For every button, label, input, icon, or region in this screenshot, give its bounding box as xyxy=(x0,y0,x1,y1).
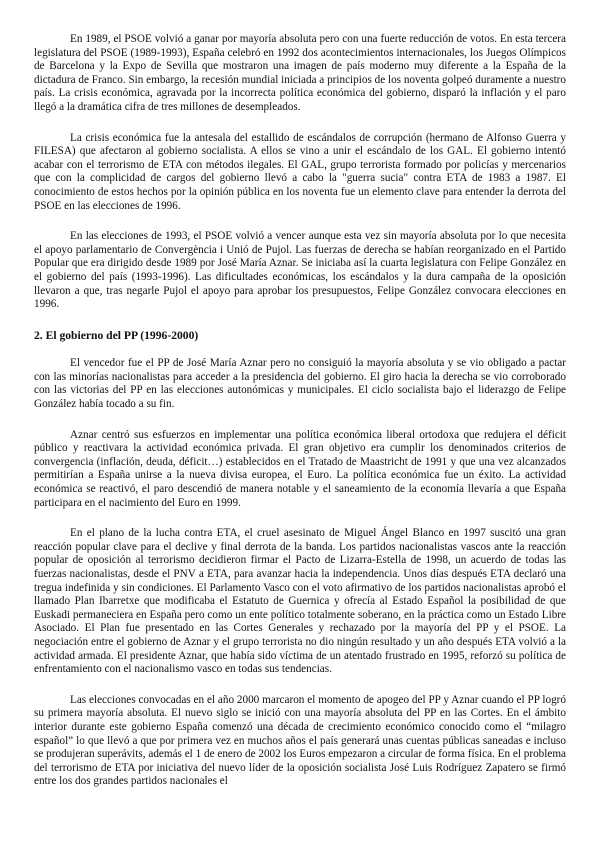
paragraph-eta-struggle: En el plano de la lucha contra ETA, el cruel asesinato de Miguel Ángel Blanco en 1997 suscitó una gran reacción popular clave para el declive y final derrota de la banda. Los partidos nacionalistas vascos ante la reacción popular de oposición al terrorismo decidieron firmar el Pacto de Lizarra-Estella de 1998, un acuerdo de todas las fuerzas nacionalistas, desde el PNV a ETA, para avanzar hacia la independencia. Unos días después ETA declaró una tregua indefinida y sin condiciones. El Parlamento Vasco con el voto afirmativo de los partidos nacionalistas aprobó el llamado Plan Ibarretxe que modificaba el Estatuto de Guernica y ofrecía al Estado Español la posibilidad de que Euskadi permaneciera en España pero como un ente político totalmente soberano, en la práctica como un Estado Libre Asociado. El Plan fue presentado en las Cortes Generales y rechazado por la mayoría del PP y el PSOE. La negociación entre el gobierno de Aznar y el grupo terrorista no dio ningún resultado y un año después ETA volvió a la actividad armada. El presidente Aznar, que había sido víctima de un atentado frustrado en 1995, reforzó su política de enfrentamiento con el nacionalismo vasco en todas sus tendencias. xyxy=(34,527,566,676)
paragraph-elections-2000: Las elecciones convocadas en el año 2000 marcaron el momento de apogeo del PP y Aznar cuando el PP logró su primera mayoría absoluta. El nuevo siglo se inició con una mayoría absoluta del PP en las Cortes. En el ámbito interior durante este gobierno España comenzó una década de crecimiento económico conocido como el “milagro español” lo que llevó a que por primera vez en muchos años el país generará unas cuentas públicas saneadas e incluso se produjeran superávits, además el 1 de enero de 2002 los Euros empezaron a circular de forma física. En el problema del terrorismo de ETA por iniciativa del nuevo líder de la oposición socialista José Luis Rodríguez Zapatero se firmó entre los dos grandes partidos nacionales el xyxy=(34,693,566,788)
document-page xyxy=(34,33,566,806)
paragraph-psoe-1989: En 1989, el PSOE volvió a ganar por mayoría absoluta pero con una fuerte reducción de votos. En esta tercera legislatura del PSOE (1989-1993), España celebró en 1992 dos acontecimientos internacionales, los Juegos Olímpicos de Barcelona y la Expo de Sevilla que mostraron una imagen de país moderno muy diferente a la España de la dictadura de Franco. Sin embargo, la recesión mundial iniciada a principios de los noventa golpeó duramente a nuestro país. La crisis económica, agravada por la incorrecta política económica del gobierno, disparó la inflación y el paro llegó a la dramática cifra de tres millones de desempleados. xyxy=(34,33,566,113)
paragraph-corruption-scandals: La crisis económica fue la antesala del estallido de escándalos de corrupción (hermano de Alfonso Guerra y FILESA) que afectaron al gobierno socialista. A ellos se vino a unir el escándalo de los GAL. El gobierno intentó acabar con el terrorismo de ETA con métodos ilegales. El GAL, grupo terrorista formado por policías y mercenarios que con la complicidad de cargos del gobierno llevó a cabo la "guerra sucia" contra ETA de 1983 a 1987. El conocimiento de estos hechos por la opinión pública en los noventa fue un elemento clave para entender la derrota del PSOE en las elecciones de 1996. xyxy=(34,131,566,212)
paragraph-elections-1993: En las elecciones de 1993, el PSOE volvió a vencer aunque esta vez sin mayoría absoluta por lo que necesita el apoyo parlamentario de Convergència i Unió de Pujol. Las fuerzas de derecha se habían reorganizado en el Partido Popular que era dirigido desde 1989 por José María Aznar. Se iniciaba así la cuarta legislatura con Felipe González en el gobierno del país (1993-1996). Las dificultades económicas, los escándalos y la dura campaña de la oposición llevaron a que, tras negarle Pujol el apoyo para aprobar los presupuestos, Felipe González convocara elecciones en 1996. xyxy=(34,230,566,311)
paragraph-aznar-economy: Aznar centró sus esfuerzos en implementar una política económica liberal ortodoxa que redujera el déficit público y reactivara la actividad económica privada. El gran objetivo era cumplir los denominados criterios de convergencia (inflación, deuda, déficit…) establecidos en el Tratado de Maastricht de 1991 y que una vez alcanzados permitirían a España unirse a la nueva divisa europea, el Euro. La política económica fue un éxito. La actividad económica se reactivó, el paro descendió de manera notable y el saneamiento de la economía llevaría a que España participara en el nacimiento del Euro en 1999. xyxy=(34,428,566,509)
section-heading: 2. El gobierno del PP (1996-2000) xyxy=(34,328,199,342)
paragraph-pp-victory: El vencedor fue el PP de José María Aznar pero no consiguió la mayoría absoluta y se vio obligado a pactar con las minorías nacionalistas para acceder a la presidencia del gobierno. El giro hacia la derecha se vio corroborado con las victorias del PP en las elecciones autonómicas y municipales. El ciclo socialista bajo el liderazgo de Felipe González había tocado a su fin. xyxy=(34,357,566,411)
